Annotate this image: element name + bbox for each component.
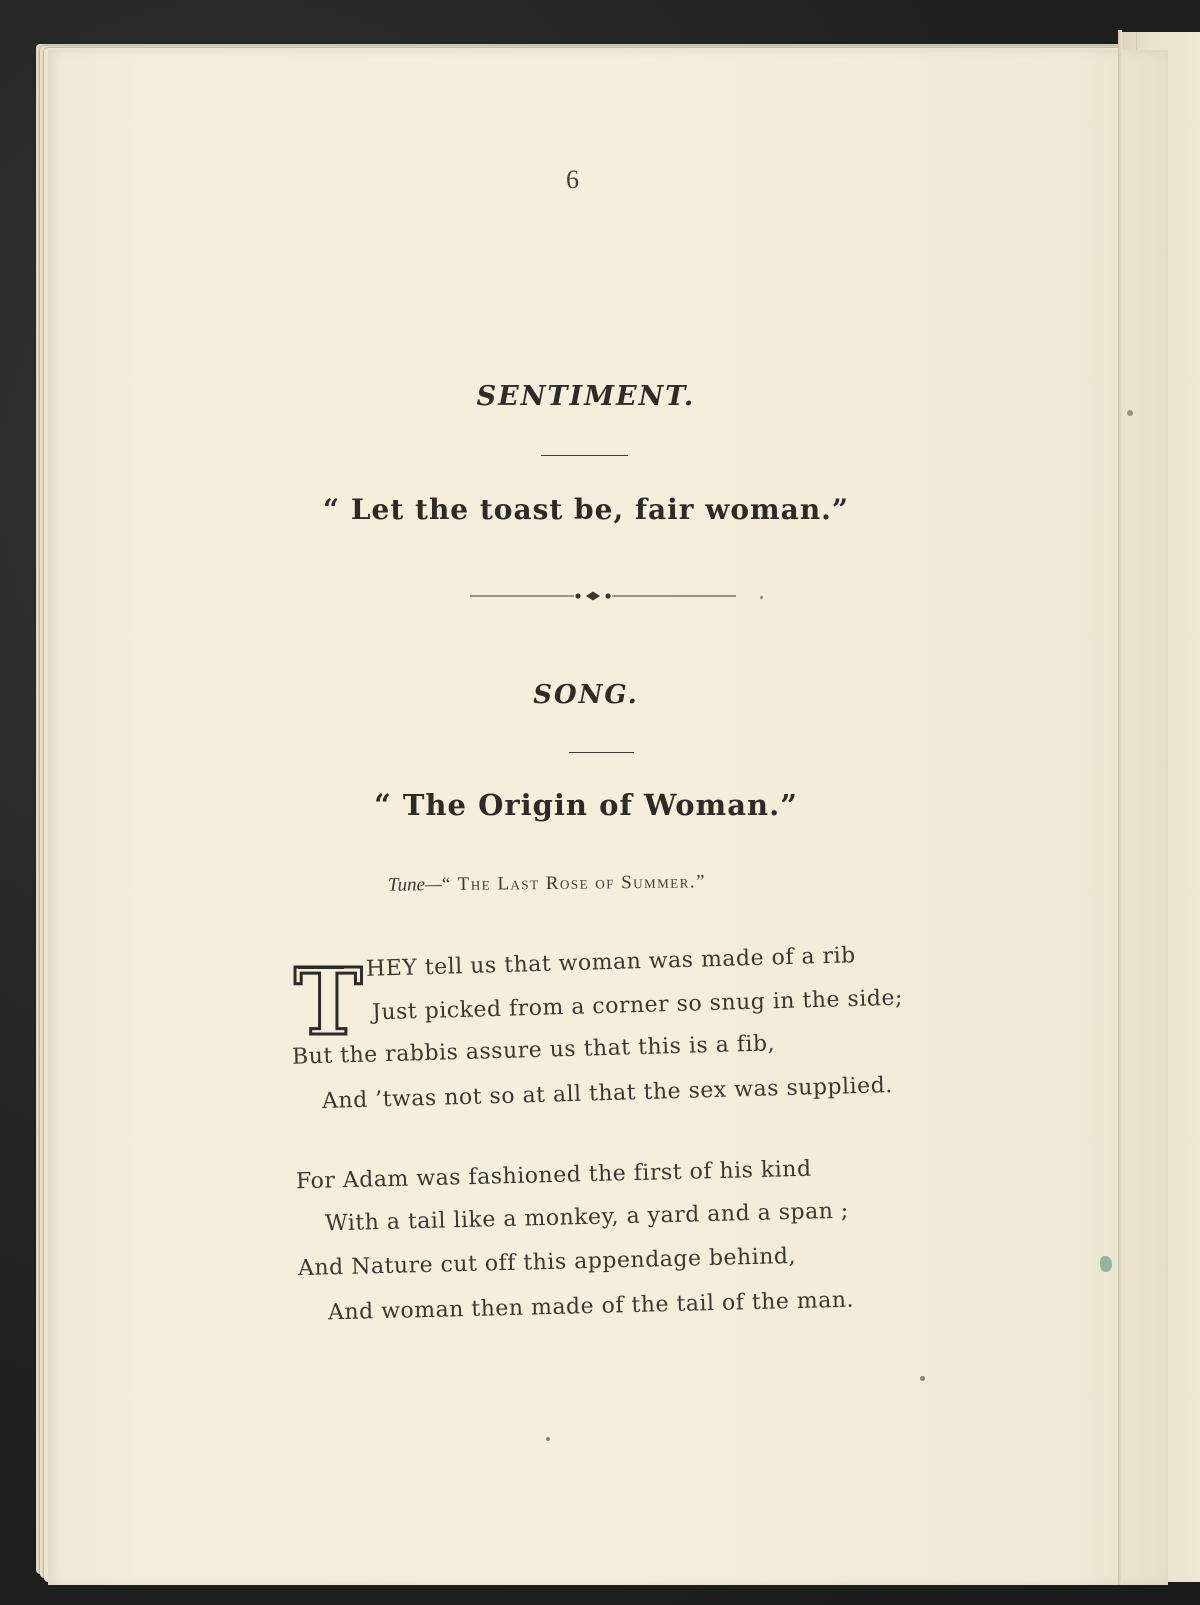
song-title: “ The Origin of Woman.”	[374, 788, 798, 822]
svg-text:T: T	[294, 948, 363, 1056]
verse-line: And ’twas not so at all that the sex was supplied.	[321, 1073, 894, 1114]
song-heading: SONG.	[533, 680, 639, 710]
verse-line: And Nature cut off this appendage behind,	[297, 1243, 797, 1282]
page-number: 6	[566, 165, 579, 194]
tune-line	[388, 871, 706, 896]
paper-speck	[920, 1376, 925, 1381]
paper-speck	[760, 596, 763, 599]
paper-stain	[1100, 1256, 1112, 1272]
ornamental-divider	[470, 588, 736, 604]
verse-line: For Adam was fashioned the first of his kind	[295, 1156, 812, 1195]
verse-line: But the rabbis assure us that this is a fib,	[291, 1031, 776, 1070]
short-rule	[541, 455, 628, 456]
verse-line: Just picked from a corner so snug in the side;	[371, 985, 904, 1026]
verse-line: With a tail like a monkey, a yard and a span ;	[324, 1198, 850, 1237]
sentiment-heading: SENTIMENT.	[476, 381, 696, 412]
short-rule	[569, 752, 634, 753]
paper-speck	[546, 1437, 550, 1441]
verse-line: And woman then made of the tail of the man.	[327, 1287, 855, 1326]
tune-title: “ The Last Rose of Summer.”	[441, 871, 707, 896]
verse-line: HEY tell us that woman was made of a rib	[365, 943, 857, 982]
drop-cap-letter	[290, 948, 363, 1056]
tune-label: Tune—	[387, 874, 442, 896]
sentiment-quote: “ Let the toast be, fair woman.”	[322, 493, 850, 526]
